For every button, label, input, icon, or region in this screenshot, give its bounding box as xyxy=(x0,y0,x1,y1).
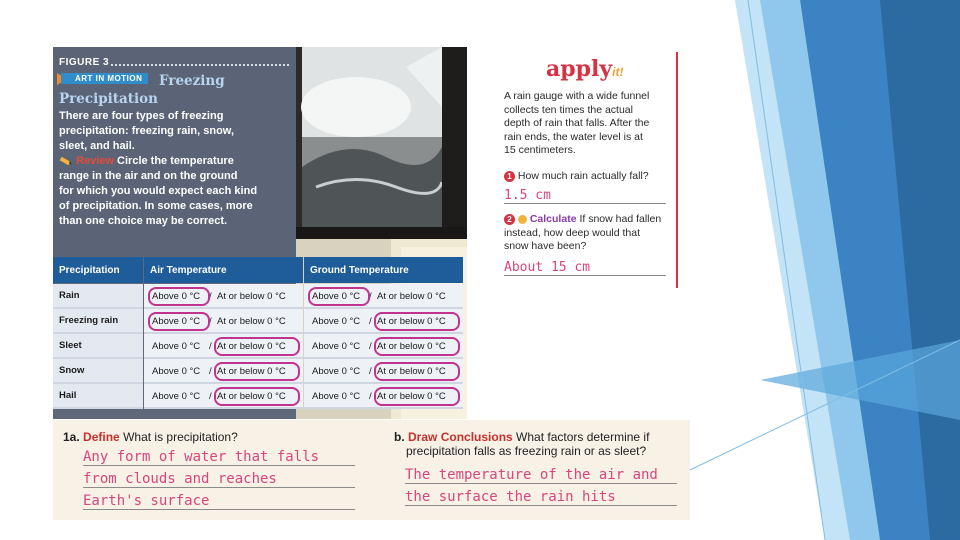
q1-number-badge: 1 xyxy=(504,171,515,182)
option-separator: / xyxy=(369,391,372,402)
question-b xyxy=(394,430,688,458)
q1-text: How much rain actually fall? xyxy=(517,170,649,182)
apply-it-logo xyxy=(546,56,624,82)
apply-intro-line: A rain gauge with a wide funnel xyxy=(504,90,650,102)
option-separator: / xyxy=(369,341,372,352)
figure-intro xyxy=(59,109,234,154)
qb-answer-line: the surface the rain hits xyxy=(405,489,677,506)
q2-number-badge: 2 xyxy=(504,214,515,225)
review-label: Review xyxy=(76,155,114,167)
option-above[interactable]: Above 0 °C xyxy=(152,366,201,377)
table-row-name: Hail xyxy=(53,384,143,409)
table-row-name: Snow xyxy=(53,359,143,384)
option-above[interactable]: Above 0 °C xyxy=(152,341,201,352)
calculate-label: Calculate xyxy=(529,213,577,225)
review-line: range in the air and on the ground xyxy=(59,170,238,182)
option-above[interactable]: Above 0 °C xyxy=(152,391,201,402)
precipitation-table xyxy=(53,257,463,417)
ground-temperature-cell xyxy=(304,359,463,384)
option-separator: / xyxy=(209,391,212,402)
qb-text: precipitation falls as freezing rain or as sleet? xyxy=(406,444,647,458)
ground-temperature-cell xyxy=(304,309,463,334)
qb-number: b. xyxy=(394,430,405,444)
option-at-or-below[interactable]: At or below 0 °C xyxy=(217,341,286,352)
selection-circle xyxy=(214,337,300,356)
define-label: Define xyxy=(83,430,120,444)
apply-intro-line: depth of rain that falls. After the xyxy=(504,117,650,129)
apply-q2 xyxy=(504,213,676,254)
option-at-or-below[interactable]: At or below 0 °C xyxy=(217,291,286,302)
q1a-text: What is precipitation? xyxy=(123,430,238,444)
option-at-or-below[interactable]: At or below 0 °C xyxy=(377,391,446,402)
review-line: for which you would expect each kind xyxy=(59,185,258,197)
option-at-or-below[interactable]: At or below 0 °C xyxy=(377,366,446,377)
air-temperature-cell xyxy=(144,384,303,409)
selection-circle xyxy=(374,312,460,331)
option-above[interactable]: Above 0 °C xyxy=(312,316,361,327)
art-in-motion-badge: ART IN MOTION xyxy=(61,73,148,84)
option-at-or-below[interactable]: At or below 0 °C xyxy=(377,316,446,327)
option-above[interactable]: Above 0 °C xyxy=(312,291,361,302)
option-above[interactable]: Above 0 °C xyxy=(152,316,201,327)
ground-temperature-cell xyxy=(304,334,463,359)
selection-circle xyxy=(214,387,300,406)
option-separator: / xyxy=(209,291,212,302)
ground-temperature-cell xyxy=(304,284,463,309)
figure-panel xyxy=(53,47,467,419)
apply-logo-suffix: it! xyxy=(612,65,624,79)
figure-title-line2: Precipitation xyxy=(59,91,158,107)
air-temperature-cell xyxy=(144,334,303,359)
figure-text-area xyxy=(53,47,298,257)
calculator-icon xyxy=(518,215,527,224)
figure-label: FIGURE 3 xyxy=(59,57,110,68)
option-separator: / xyxy=(369,366,372,377)
option-separator: / xyxy=(369,291,372,302)
apply-intro-line: 15 centimeters. xyxy=(504,144,576,156)
option-at-or-below[interactable]: At or below 0 °C xyxy=(217,391,286,402)
option-at-or-below[interactable]: At or below 0 °C xyxy=(217,366,286,377)
selection-circle xyxy=(148,312,210,331)
table-header-2: Ground Temperature xyxy=(304,257,463,283)
table-header-1: Air Temperature xyxy=(144,257,303,283)
option-at-or-below[interactable]: At or below 0 °C xyxy=(377,341,446,352)
intro-line: precipitation: freezing rain, snow, xyxy=(59,125,235,137)
q2-answer: About 15 cm xyxy=(504,260,666,276)
apply-logo-text: apply xyxy=(546,56,613,82)
q2-line: If snow had fallen xyxy=(579,213,662,225)
q1a-answer-line: Earth's surface xyxy=(83,493,355,510)
pencil-icon xyxy=(59,156,73,166)
review-questions xyxy=(53,420,690,520)
qb-answer-line: The temperature of the air and xyxy=(405,467,677,484)
option-above[interactable]: Above 0 °C xyxy=(152,291,201,302)
option-above[interactable]: Above 0 °C xyxy=(312,341,361,352)
option-separator: / xyxy=(209,341,212,352)
option-separator: / xyxy=(369,316,372,327)
figure-review xyxy=(59,154,299,229)
selection-circle xyxy=(374,337,460,356)
air-temperature-cell xyxy=(144,309,303,334)
option-separator: / xyxy=(209,366,212,377)
figure-title-line1: Freezing xyxy=(159,73,225,89)
q1a-answer-line: from clouds and reaches xyxy=(83,471,355,488)
selection-circle xyxy=(148,287,210,306)
q1a-answer-line: Any form of water that falls xyxy=(83,449,355,466)
qb-text: What factors determine if xyxy=(516,430,650,444)
table-row-name: Rain xyxy=(53,284,143,309)
table-row-name: Sleet xyxy=(53,334,143,359)
review-line: of precipitation. In some cases, more xyxy=(59,200,253,212)
apply-intro-line: collects ten times the actual xyxy=(504,103,633,116)
selection-circle xyxy=(308,287,370,306)
apply-intro-line: rain ends, the water level is at xyxy=(504,130,643,143)
intro-line: There are four types of freezing xyxy=(59,110,224,122)
apply-it-panel xyxy=(494,52,678,288)
option-at-or-below[interactable]: At or below 0 °C xyxy=(377,291,446,302)
figure-dotted-rule xyxy=(111,64,289,66)
selection-circle xyxy=(214,362,300,381)
option-above[interactable]: Above 0 °C xyxy=(312,366,361,377)
option-separator: / xyxy=(209,316,212,327)
air-temperature-cell xyxy=(144,284,303,309)
table-header-0: Precipitation xyxy=(53,257,143,283)
question-1a xyxy=(63,430,238,444)
table-row-name: Freezing rain xyxy=(53,309,143,334)
draw-conclusions-label: Draw Conclusions xyxy=(408,430,513,444)
apply-q1 xyxy=(504,170,649,184)
q1-answer: 1.5 cm xyxy=(504,188,666,204)
q2-line: instead, how deep would that xyxy=(504,226,641,239)
review-line: than one choice may be correct. xyxy=(59,215,228,227)
intro-line: sleet, and hail. xyxy=(59,140,135,152)
ground-temperature-cell xyxy=(304,384,463,409)
q2-line: snow have been? xyxy=(504,240,587,252)
q1a-number: 1a. xyxy=(63,430,80,444)
option-at-or-below[interactable]: At or below 0 °C xyxy=(217,316,286,327)
option-above[interactable]: Above 0 °C xyxy=(312,391,361,402)
apply-intro xyxy=(504,90,676,158)
selection-circle xyxy=(374,387,460,406)
selection-circle xyxy=(374,362,460,381)
review-line: Circle the temperature xyxy=(117,155,234,167)
air-temperature-cell xyxy=(144,359,303,384)
